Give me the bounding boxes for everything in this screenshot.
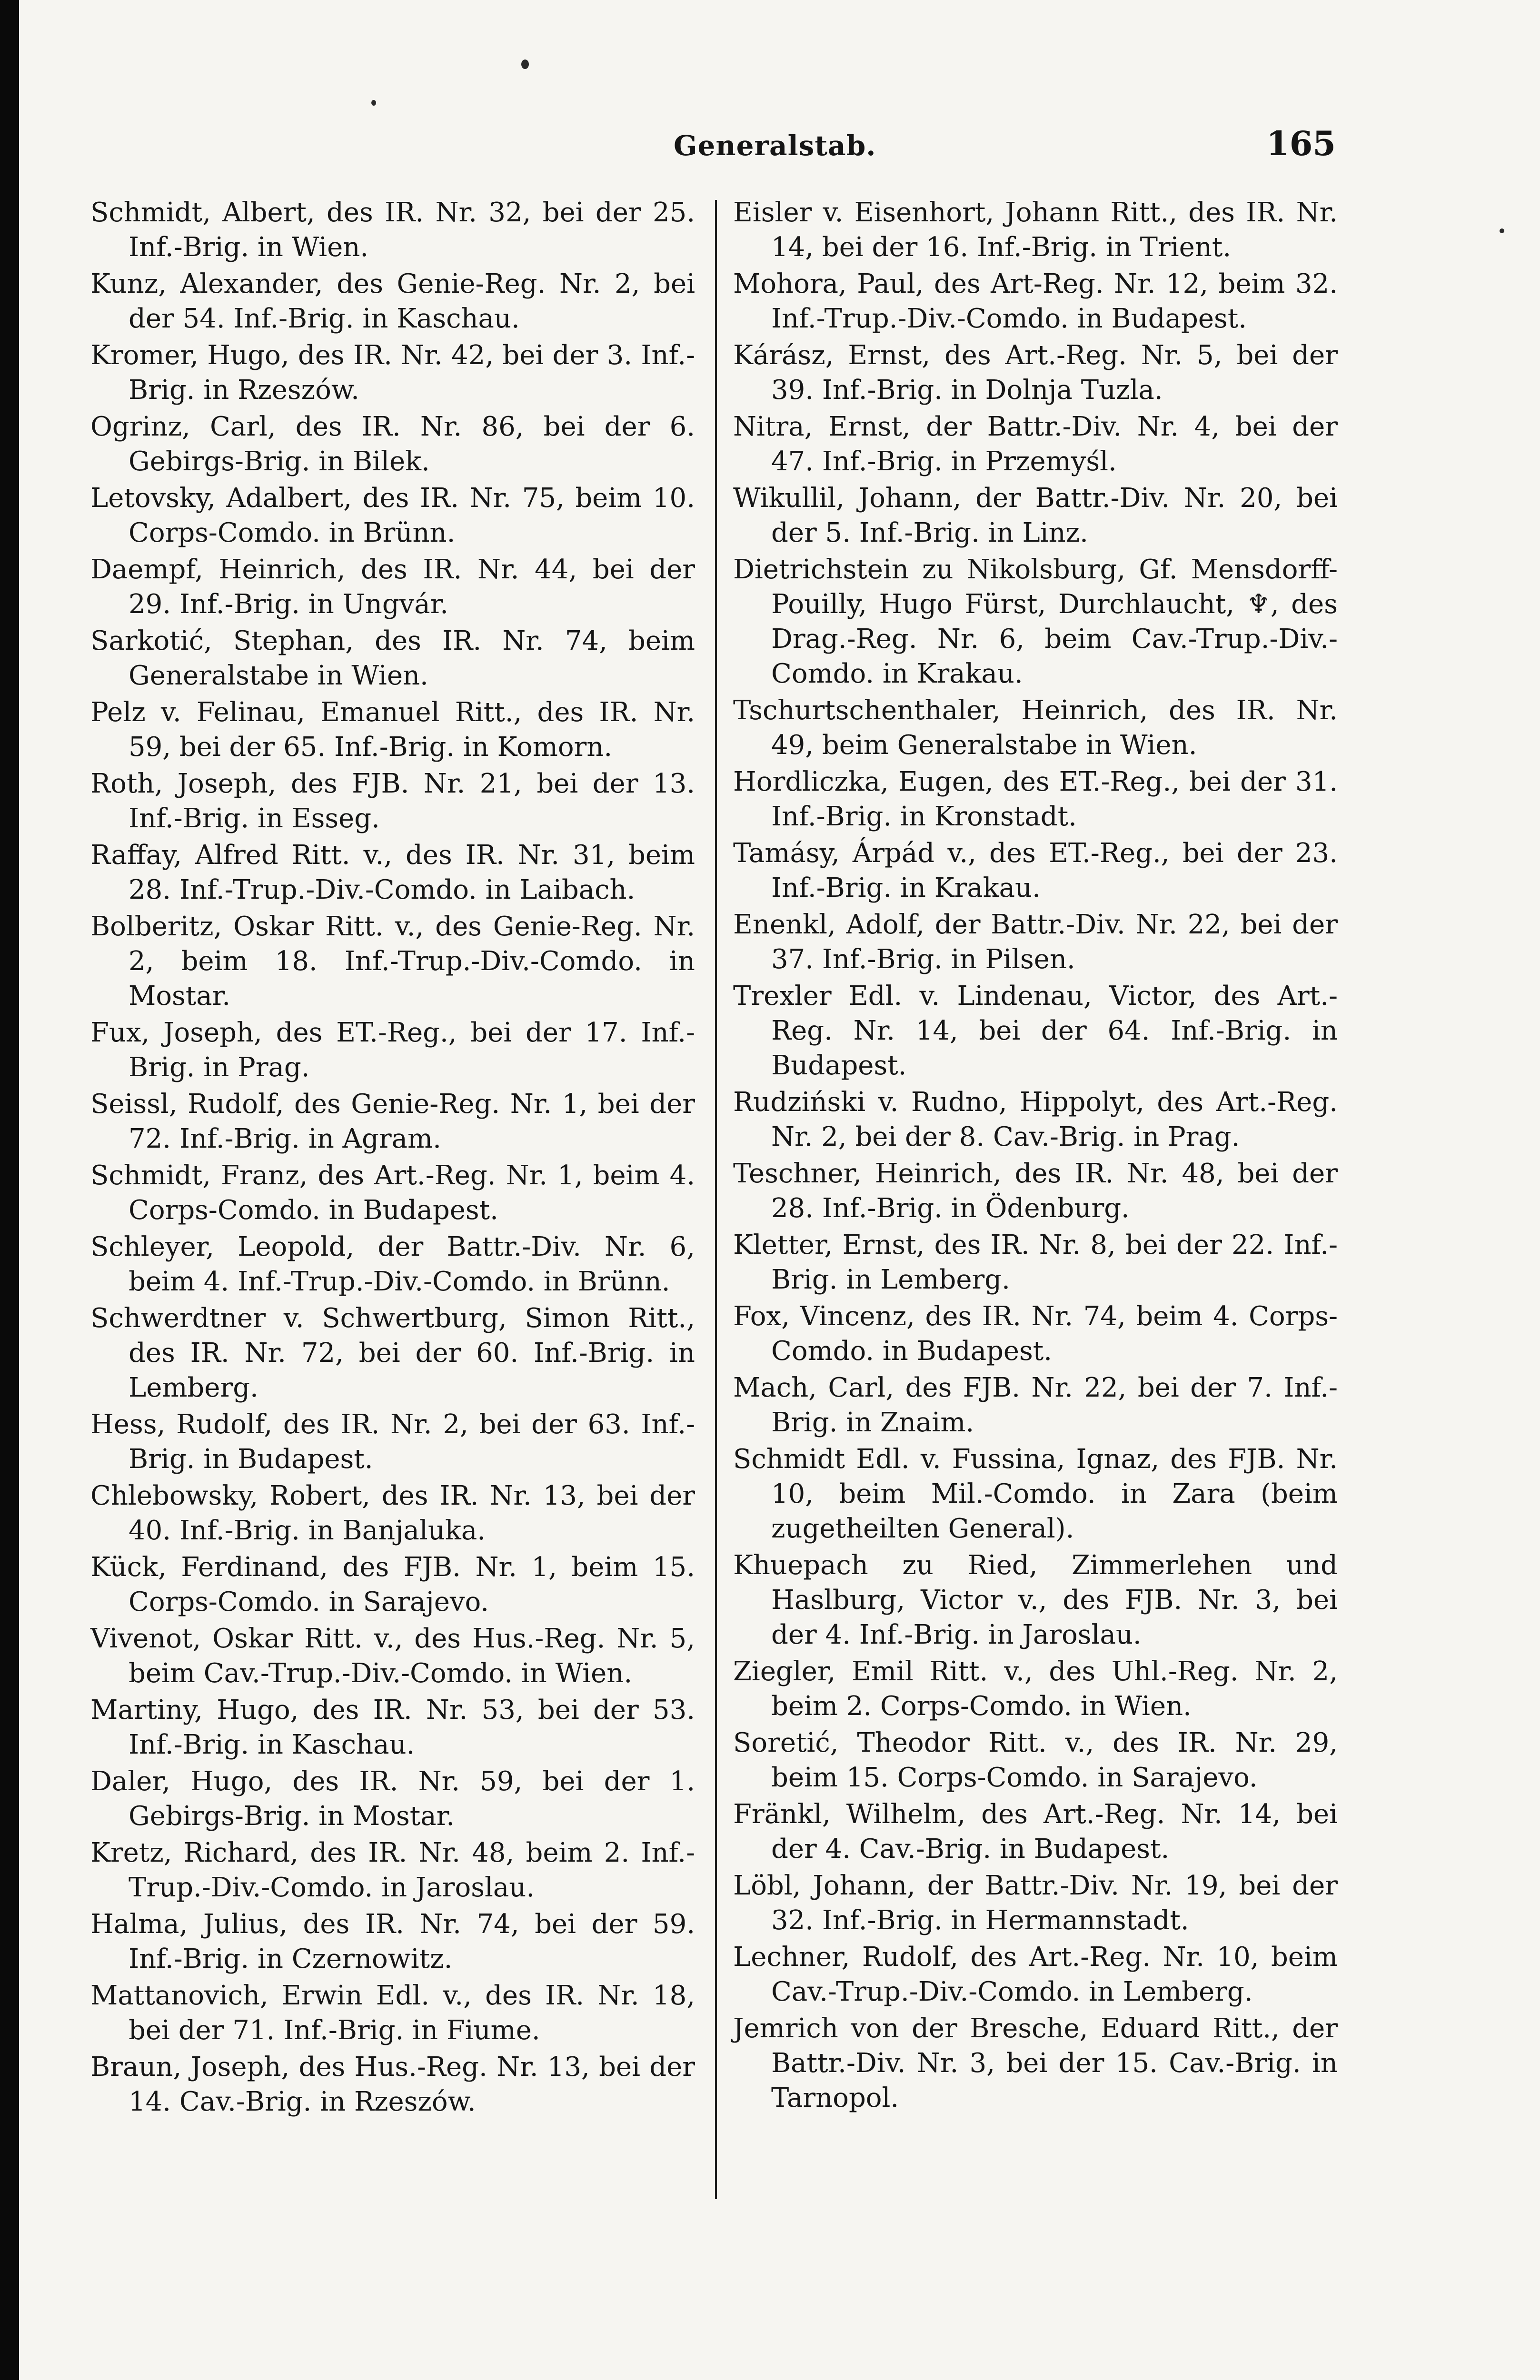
left-column-entry: Fux, Joseph, des ET.-Reg., bei der 17. Inf.-Brig. in Prag. [90,1017,695,1083]
left-column-entry: Vivenot, Oskar Ritt. v., des Hus.-Reg. Nr. 5, beim Cav.-Trup.-Div.-Comdo. in Wien. [90,1623,695,1689]
left-column-entry: Pelz v. Felinau, Emanuel Ritt., des IR. Nr. 59, bei der 65. Inf.-Brig. in Komorn. [90,697,695,763]
right-column-entry: Nitra, Ernst, der Battr.-Div. Nr. 4, bei der 47. Inf.-Brig. in Przemyśl. [733,411,1338,477]
left-column-entry: Daempf, Heinrich, des IR. Nr. 44, bei der 29. Inf.-Brig. in Ungvár. [90,554,695,620]
right-column-entry: Wikullil, Johann, der Battr.-Div. Nr. 20, bei der 5. Inf.-Brig. in Linz. [733,483,1338,548]
left-column-entry: Schmidt, Franz, des Art.-Reg. Nr. 1, beim 4. Corps-Comdo. in Budapest. [90,1160,695,1226]
left-column-entry: Bolberitz, Oskar Ritt. v., des Genie-Reg. Nr. 2, beim 18. Inf.-Trup.-Div.-Comdo. in Mostar. [90,911,695,1012]
left-column-entry: Hess, Rudolf, des IR. Nr. 2, bei der 63. Inf.-Brig. in Budapest. [90,1409,695,1475]
right-column-entry: Tamásy, Árpád v., des ET.-Reg., bei der 23. Inf.-Brig. in Krakau. [733,838,1338,903]
left-column-entry: Kretz, Richard, des IR. Nr. 48, beim 2. Inf.-Trup.-Div.-Comdo. in Jaroslau. [90,1837,695,1903]
left-column-entry: Martiny, Hugo, des IR. Nr. 53, bei der 53. Inf.-Brig. in Kaschau. [90,1695,695,1760]
left-column-entry: Mattanovich, Erwin Edl. v., des IR. Nr. 18, bei der 71. Inf.-Brig. in Fiume. [90,1980,695,2046]
right-column-entry: Teschner, Heinrich, des IR. Nr. 48, bei der 28. Inf.-Brig. in Ödenburg. [733,1158,1338,1224]
right-column-entry: Löbl, Johann, der Battr.-Div. Nr. 19, bei der 32. Inf.-Brig. in Hermannstadt. [733,1870,1338,1936]
left-column-entry: Chlebowsky, Robert, des IR. Nr. 13, bei der 40. Inf.-Brig. in Banjaluka. [90,1480,695,1546]
right-column-entry: Lechner, Rudolf, des Art.-Reg. Nr. 10, beim Cav.-Trup.-Div.-Comdo. in Lemberg. [733,1942,1338,2007]
left-column-entry: Seissl, Rudolf, des Genie-Reg. Nr. 1, bei der 72. Inf.-Brig. in Agram. [90,1089,695,1154]
left-column-entry: Letovsky, Adalbert, des IR. Nr. 75, beim 10. Corps-Comdo. in Brünn. [90,483,695,548]
right-column-entry: Dietrichstein zu Nikolsburg, Gf. Mensdorff-Pouilly, Hugo Fürst, Durchlaucht, ♆, des Drag.-Reg. Nr. 6, beim Cav.-Trup.-Div.-Comdo. in Krakau. [733,554,1338,689]
right-column-entry: Schmidt Edl. v. Fussina, Ignaz, des FJB. Nr. 10, beim Mil.-Comdo. in Zara (beim zugetheilten General). [733,1444,1338,1544]
left-column-entry: Kunz, Alexander, des Genie-Reg. Nr. 2, bei der 54. Inf.-Brig. in Kaschau. [90,268,695,334]
right-column-entry: Fränkl, Wilhelm, des Art.-Reg. Nr. 14, bei der 4. Cav.-Brig. in Budapest. [733,1799,1338,1864]
column-divider [715,200,717,2199]
right-column-entry: Mach, Carl, des FJB. Nr. 22, bei der 7. Inf.-Brig. in Znaim. [733,1372,1338,1438]
left-column-entry: Raffay, Alfred Ritt. v., des IR. Nr. 31, beim 28. Inf.-Trup.-Div.-Comdo. in Laibach. [90,840,695,905]
right-column-entry: Eisler v. Eisenhort, Johann Ritt., des IR. Nr. 14, bei der 16. Inf.-Brig. in Trient. [733,197,1338,263]
left-column-entry: Daler, Hugo, des IR. Nr. 59, bei der 1. Gebirgs-Brig. in Mostar. [90,1766,695,1832]
page-header-title: Generalstab. [674,129,876,162]
left-column [90,195,695,2121]
right-column-entry: Trexler Edl. v. Lindenau, Victor, des Art.-Reg. Nr. 14, bei der 64. Inf.-Brig. in Budapest. [733,981,1338,1081]
left-column-entry: Sarkotić, Stephan, des IR. Nr. 74, beim Generalstabe in Wien. [90,625,695,691]
left-column-entry: Schleyer, Leopold, der Battr.-Div. Nr. 6, beim 4. Inf.-Trup.-Div.-Comdo. in Brünn. [90,1231,695,1297]
left-column-entry: Kromer, Hugo, des IR. Nr. 42, bei der 3. Inf.-Brig. in Rzeszów. [90,340,695,406]
right-column-entry: Fox, Vincenz, des IR. Nr. 74, beim 4. Corps-Comdo. in Budapest. [733,1301,1338,1367]
left-column-entry: Braun, Joseph, des Hus.-Reg. Nr. 13, bei der 14. Cav.-Brig. in Rzeszów. [90,2052,695,2117]
right-column-entry: Khuepach zu Ried, Zimmerlehen und Haslburg, Victor v., des FJB. Nr. 3, bei der 4. Inf.-Brig. in Jaroslau. [733,1550,1338,1650]
right-column-entry: Mohora, Paul, des Art-Reg. Nr. 12, beim 32. Inf.-Trup.-Div.-Comdo. in Budapest. [733,268,1338,334]
right-column [733,195,1338,2117]
right-column-entry: Soretić, Theodor Ritt. v., des IR. Nr. 29, beim 15. Corps-Comdo. in Sarajevo. [733,1727,1338,1793]
right-column-entry: Kárász, Ernst, des Art.-Reg. Nr. 5, bei der 39. Inf.-Brig. in Dolnja Tuzla. [733,340,1338,406]
print-speck [521,60,529,69]
print-speck [371,100,376,106]
left-column-entry: Roth, Joseph, des FJB. Nr. 21, bei der 13. Inf.-Brig. in Esseg. [90,768,695,834]
right-column-entry: Tschurtschenthaler, Heinrich, des IR. Nr. 49, beim Generalstabe in Wien. [733,695,1338,761]
print-speck [1500,228,1504,233]
left-column-entry: Halma, Julius, des IR. Nr. 74, bei der 59. Inf.-Brig. in Czernowitz. [90,1909,695,1974]
left-column-entry: Kück, Ferdinand, des FJB. Nr. 1, beim 15. Corps-Comdo. in Sarajevo. [90,1552,695,1617]
left-column-entry: Schwerdtner v. Schwertburg, Simon Ritt., des IR. Nr. 72, bei der 60. Inf.-Brig. in Lemberg. [90,1303,695,1403]
right-column-entry: Kletter, Ernst, des IR. Nr. 8, bei der 22. Inf.-Brig. in Lemberg. [733,1230,1338,1295]
right-column-entry: Hordliczka, Eugen, des ET.-Reg., bei der 31. Inf.-Brig. in Kronstadt. [733,766,1338,832]
page-number: 165 [1266,124,1336,163]
right-column-entry: Rudziński v. Rudno, Hippolyt, des Art.-Reg. Nr. 2, bei der 8. Cav.-Brig. in Prag. [733,1087,1338,1152]
left-column-entry: Schmidt, Albert, des IR. Nr. 32, bei der 25. Inf.-Brig. in Wien. [90,197,695,263]
right-column-entry: Enenkl, Adolf, der Battr.-Div. Nr. 22, bei der 37. Inf.-Brig. in Pilsen. [733,909,1338,975]
right-column-entry: Jemrich von der Bresche, Eduard Ritt., der Battr.-Div. Nr. 3, bei der 15. Cav.-Brig. in Tarnopol. [733,2013,1338,2113]
left-column-entry: Ogrinz, Carl, des IR. Nr. 86, bei der 6. Gebirgs-Brig. in Bilek. [90,411,695,477]
right-column-entry: Ziegler, Emil Ritt. v., des Uhl.-Reg. Nr. 2, beim 2. Corps-Comdo. in Wien. [733,1656,1338,1722]
book-page [19,0,1540,2380]
